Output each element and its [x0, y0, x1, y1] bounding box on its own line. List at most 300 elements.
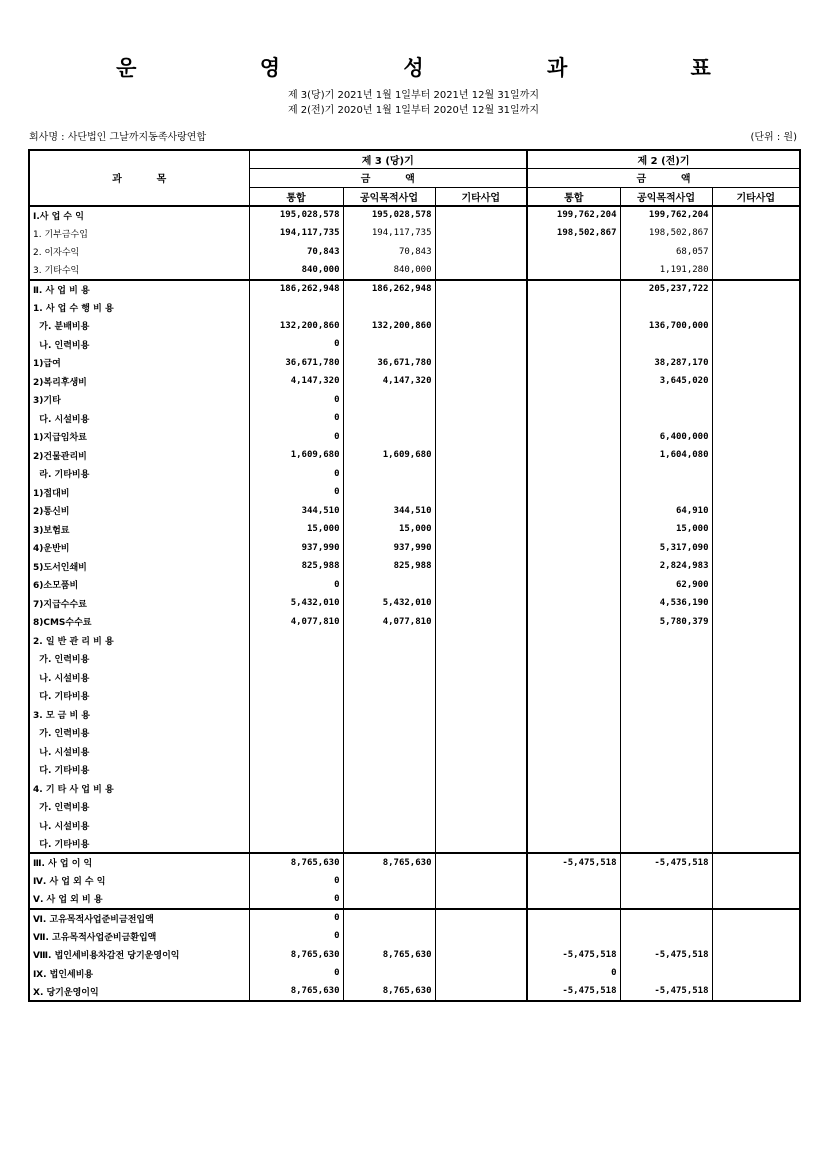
current-total-cell: 1,609,680 — [249, 446, 343, 465]
row-label: 나. 시설비용 — [29, 668, 249, 687]
current-other-cell — [435, 964, 527, 983]
prior-total-cell: -5,475,518 — [527, 853, 620, 872]
prior-total-cell — [527, 261, 620, 280]
row-label: 2. 일 반 관 리 비 용 — [29, 631, 249, 650]
row-label: Ⅵ. 고유목적사업준비금전입액 — [29, 909, 249, 928]
prior-other-cell — [712, 890, 800, 909]
current-other-cell — [435, 539, 527, 558]
table-row — [29, 983, 800, 1002]
current-public-cell: 186,262,948 — [343, 280, 435, 299]
prior-other-cell — [712, 372, 800, 391]
current-total-cell — [249, 761, 343, 780]
prior-other-cell — [712, 317, 800, 336]
row-label: 2)건물관리비 — [29, 446, 249, 465]
table-row — [29, 761, 800, 780]
current-total-cell: 0 — [249, 335, 343, 354]
prior-public-cell — [620, 631, 712, 650]
row-label: Ⅱ. 사 업 비 용 — [29, 280, 249, 299]
prior-total-cell — [527, 446, 620, 465]
current-other-cell — [435, 687, 527, 706]
current-other-cell — [435, 354, 527, 373]
current-public-cell — [343, 779, 435, 798]
current-total-cell: 132,200,860 — [249, 317, 343, 336]
current-total-cell: 195,028,578 — [249, 206, 343, 225]
current-other-cell — [435, 557, 527, 576]
prior-other-cell — [712, 872, 800, 891]
prior-period-line: 제 2(전)기 2020년 1월 1일부터 2020년 12월 31일까지 — [287, 105, 540, 116]
current-total-cell: 8,765,630 — [249, 946, 343, 965]
table-row — [29, 409, 800, 428]
prior-total-cell: 198,502,867 — [527, 224, 620, 243]
table-row — [29, 779, 800, 798]
prior-public-cell: 64,910 — [620, 502, 712, 521]
current-total-cell — [249, 668, 343, 687]
current-other-cell — [435, 520, 527, 539]
table-row — [29, 890, 800, 909]
current-total-cell: 825,988 — [249, 557, 343, 576]
table-row — [29, 872, 800, 891]
current-total-cell — [249, 705, 343, 724]
prior-public-cell: 15,000 — [620, 520, 712, 539]
prior-other-cell — [712, 946, 800, 965]
current-total-cell — [249, 687, 343, 706]
row-label: 라. 기타비용 — [29, 465, 249, 484]
header-row-period — [29, 150, 800, 169]
prior-other-cell — [712, 687, 800, 706]
prior-other-cell — [712, 483, 800, 502]
prior-total-cell — [527, 761, 620, 780]
prior-total-cell — [527, 317, 620, 336]
table-row — [29, 650, 800, 669]
current-total-cell — [249, 742, 343, 761]
prior-total-cell: -5,475,518 — [527, 983, 620, 1002]
subject-header — [29, 150, 249, 206]
current-total-cell: 8,765,630 — [249, 853, 343, 872]
row-label: 가. 분배비용 — [29, 317, 249, 336]
prior-total-header: 통합 — [527, 187, 620, 206]
current-other-cell — [435, 983, 527, 1002]
current-public-cell — [343, 761, 435, 780]
row-label: 나. 인력비용 — [29, 335, 249, 354]
current-total-cell — [249, 779, 343, 798]
prior-total-cell — [527, 335, 620, 354]
current-public-cell — [343, 816, 435, 835]
current-public-cell — [343, 890, 435, 909]
current-total-cell: 0 — [249, 964, 343, 983]
row-label: 1. 기부금수입 — [29, 224, 249, 243]
prior-total-cell — [527, 779, 620, 798]
prior-public-cell — [620, 909, 712, 928]
current-total-cell: 0 — [249, 483, 343, 502]
prior-public-cell — [620, 335, 712, 354]
row-label: 6)소모품비 — [29, 576, 249, 595]
current-public-cell: 36,671,780 — [343, 354, 435, 373]
table-row — [29, 520, 800, 539]
prior-total-cell — [527, 724, 620, 743]
prior-public-cell — [620, 927, 712, 946]
table-row — [29, 428, 800, 447]
current-public-cell — [343, 409, 435, 428]
current-other-cell — [435, 206, 527, 225]
row-label: 다. 시설비용 — [29, 409, 249, 428]
row-label: 가. 인력비용 — [29, 650, 249, 669]
prior-public-header: 공익목적사업 — [620, 187, 712, 206]
prior-public-cell: 1,191,280 — [620, 261, 712, 280]
prior-other-cell — [712, 798, 800, 817]
prior-public-cell — [620, 872, 712, 891]
prior-other-cell — [712, 280, 800, 299]
prior-public-cell — [620, 465, 712, 484]
prior-public-cell — [620, 816, 712, 835]
table-row — [29, 724, 800, 743]
current-other-cell — [435, 224, 527, 243]
table-row — [29, 317, 800, 336]
current-total-cell: 4,077,810 — [249, 613, 343, 632]
prior-other-cell — [712, 446, 800, 465]
current-other-cell — [435, 335, 527, 354]
row-label: 5)도서인쇄비 — [29, 557, 249, 576]
prior-other-cell — [712, 428, 800, 447]
table-row — [29, 964, 800, 983]
prior-total-cell: -5,475,518 — [527, 946, 620, 965]
current-other-cell — [435, 465, 527, 484]
prior-total-cell — [527, 668, 620, 687]
row-label: 가. 인력비용 — [29, 798, 249, 817]
current-period-header: 제 3 (당)기 — [249, 150, 527, 169]
current-public-cell — [343, 465, 435, 484]
prior-period-header: 제 2 (전)기 — [527, 150, 800, 169]
current-total-cell: 5,432,010 — [249, 594, 343, 613]
current-other-cell — [435, 798, 527, 817]
current-total-cell — [249, 798, 343, 817]
current-period-line: 제 3(당)기 2021년 1월 1일부터 2021년 12월 31일까지 — [287, 90, 540, 101]
prior-other-cell — [712, 520, 800, 539]
row-label: 8)CMS수수료 — [29, 613, 249, 632]
table-row — [29, 909, 800, 928]
operating-results-table — [28, 149, 801, 1002]
current-total-cell: 344,510 — [249, 502, 343, 521]
current-other-cell — [435, 742, 527, 761]
company-name: 회사명 : 사단법인 그날까지동족사랑연합 — [29, 132, 207, 143]
unit-label: (단위 : 원) — [750, 132, 797, 143]
prior-other-cell — [712, 261, 800, 280]
current-public-cell — [343, 909, 435, 928]
current-total-cell: 0 — [249, 909, 343, 928]
prior-total-cell — [527, 650, 620, 669]
current-public-cell — [343, 335, 435, 354]
prior-public-cell — [620, 779, 712, 798]
current-other-cell — [435, 927, 527, 946]
current-public-cell: 840,000 — [343, 261, 435, 280]
current-public-cell — [343, 298, 435, 317]
table-row — [29, 557, 800, 576]
prior-other-cell — [712, 927, 800, 946]
prior-other-cell — [712, 742, 800, 761]
report-title: 운 영 성 과 표 — [116, 56, 769, 80]
current-public-cell: 937,990 — [343, 539, 435, 558]
current-public-cell: 5,432,010 — [343, 594, 435, 613]
prior-public-cell — [620, 483, 712, 502]
table-row — [29, 446, 800, 465]
current-public-cell: 4,147,320 — [343, 372, 435, 391]
table-row — [29, 224, 800, 243]
table-row — [29, 835, 800, 854]
prior-total-cell: 0 — [527, 964, 620, 983]
prior-amount-text: 금 액 — [636, 174, 691, 186]
current-public-cell — [343, 687, 435, 706]
prior-other-cell — [712, 557, 800, 576]
row-label: Ⅳ. 사 업 외 수 익 — [29, 872, 249, 891]
current-total-cell: 4,147,320 — [249, 372, 343, 391]
table-row — [29, 705, 800, 724]
current-public-cell: 194,117,735 — [343, 224, 435, 243]
current-other-cell — [435, 946, 527, 965]
current-other-cell — [435, 872, 527, 891]
prior-other-cell — [712, 724, 800, 743]
current-total-cell: 194,117,735 — [249, 224, 343, 243]
prior-total-cell — [527, 465, 620, 484]
current-total-cell — [249, 631, 343, 650]
current-public-cell — [343, 391, 435, 410]
prior-total-cell — [527, 409, 620, 428]
prior-total-cell — [527, 428, 620, 447]
table-row — [29, 372, 800, 391]
row-label: 4. 기 타 사 업 비 용 — [29, 779, 249, 798]
current-public-cell — [343, 705, 435, 724]
prior-other-cell — [712, 206, 800, 225]
current-public-cell: 132,200,860 — [343, 317, 435, 336]
current-public-cell: 344,510 — [343, 502, 435, 521]
prior-other-cell — [712, 224, 800, 243]
row-label: Ⅹ. 당기운영이익 — [29, 983, 249, 1002]
prior-total-cell — [527, 298, 620, 317]
current-total-cell: 0 — [249, 409, 343, 428]
current-total-cell: 70,843 — [249, 243, 343, 262]
current-public-cell: 4,077,810 — [343, 613, 435, 632]
table-row — [29, 816, 800, 835]
prior-other-cell — [712, 243, 800, 262]
current-public-cell — [343, 927, 435, 946]
current-total-cell: 0 — [249, 890, 343, 909]
current-total-cell: 8,765,630 — [249, 983, 343, 1002]
row-label: 1)지급임차료 — [29, 428, 249, 447]
current-total-cell: 36,671,780 — [249, 354, 343, 373]
current-public-cell — [343, 835, 435, 854]
current-total-cell: 0 — [249, 927, 343, 946]
current-public-cell — [343, 964, 435, 983]
current-total-cell: 0 — [249, 465, 343, 484]
prior-other-cell — [712, 668, 800, 687]
current-total-cell: 15,000 — [249, 520, 343, 539]
row-label: Ⅷ. 법인세비용차감전 당기운영이익 — [29, 946, 249, 965]
prior-public-cell — [620, 742, 712, 761]
current-total-cell: 840,000 — [249, 261, 343, 280]
prior-total-cell — [527, 909, 620, 928]
table-row — [29, 539, 800, 558]
prior-public-cell: 1,604,080 — [620, 446, 712, 465]
prior-total-cell — [527, 835, 620, 854]
prior-total-cell — [527, 872, 620, 891]
prior-public-cell — [620, 761, 712, 780]
prior-public-cell: 3,645,020 — [620, 372, 712, 391]
current-other-cell — [435, 483, 527, 502]
current-amount-text: 금 액 — [360, 174, 415, 186]
current-public-cell — [343, 483, 435, 502]
current-other-cell — [435, 705, 527, 724]
row-label: 가. 인력비용 — [29, 724, 249, 743]
table-row — [29, 243, 800, 262]
current-public-cell — [343, 576, 435, 595]
prior-total-cell — [527, 613, 620, 632]
prior-other-cell — [712, 631, 800, 650]
current-total-cell: 186,262,948 — [249, 280, 343, 299]
current-other-cell — [435, 261, 527, 280]
prior-other-cell — [712, 298, 800, 317]
prior-total-cell — [527, 557, 620, 576]
row-label: 4)운반비 — [29, 539, 249, 558]
current-other-cell — [435, 428, 527, 447]
current-other-cell — [435, 668, 527, 687]
row-label: 2. 이자수익 — [29, 243, 249, 262]
prior-public-cell — [620, 391, 712, 410]
current-other-cell — [435, 835, 527, 854]
prior-public-cell — [620, 687, 712, 706]
current-public-cell: 70,843 — [343, 243, 435, 262]
prior-other-cell — [712, 650, 800, 669]
table-row — [29, 261, 800, 280]
current-public-cell: 15,000 — [343, 520, 435, 539]
prior-other-cell — [712, 835, 800, 854]
current-public-cell — [343, 428, 435, 447]
current-total-cell: 0 — [249, 428, 343, 447]
current-other-cell — [435, 890, 527, 909]
current-other-cell — [435, 446, 527, 465]
table-row — [29, 576, 800, 595]
current-other-cell — [435, 761, 527, 780]
current-public-cell: 195,028,578 — [343, 206, 435, 225]
table-row — [29, 298, 800, 317]
prior-other-cell — [712, 335, 800, 354]
prior-public-cell — [620, 705, 712, 724]
prior-other-cell — [712, 539, 800, 558]
prior-public-cell — [620, 668, 712, 687]
prior-public-cell: 38,287,170 — [620, 354, 712, 373]
prior-total-cell — [527, 705, 620, 724]
current-public-cell: 825,988 — [343, 557, 435, 576]
prior-public-cell: 5,780,379 — [620, 613, 712, 632]
current-total-cell: 0 — [249, 872, 343, 891]
prior-other-header: 기타사업 — [712, 187, 800, 206]
table-row — [29, 391, 800, 410]
prior-other-cell — [712, 465, 800, 484]
prior-public-cell — [620, 890, 712, 909]
table-row — [29, 927, 800, 946]
prior-public-cell: 68,057 — [620, 243, 712, 262]
current-other-cell — [435, 631, 527, 650]
prior-public-cell — [620, 409, 712, 428]
current-total-header: 통합 — [249, 187, 343, 206]
current-other-cell — [435, 853, 527, 872]
current-total-cell: 0 — [249, 576, 343, 595]
current-other-cell — [435, 816, 527, 835]
current-other-cell — [435, 594, 527, 613]
prior-public-cell — [620, 964, 712, 983]
table-row — [29, 687, 800, 706]
table-row — [29, 631, 800, 650]
prior-public-cell: 136,700,000 — [620, 317, 712, 336]
prior-total-cell — [527, 354, 620, 373]
row-label: 7)지급수수료 — [29, 594, 249, 613]
table-row — [29, 465, 800, 484]
row-label: 2)통신비 — [29, 502, 249, 521]
prior-total-cell — [527, 631, 620, 650]
prior-total-cell — [527, 927, 620, 946]
current-total-cell: 937,990 — [249, 539, 343, 558]
current-public-cell — [343, 724, 435, 743]
prior-public-cell: 205,237,722 — [620, 280, 712, 299]
prior-public-cell: -5,475,518 — [620, 853, 712, 872]
table-row — [29, 335, 800, 354]
prior-total-cell — [527, 742, 620, 761]
prior-other-cell — [712, 983, 800, 1002]
row-label: Ⅴ. 사 업 외 비 용 — [29, 890, 249, 909]
prior-other-cell — [712, 409, 800, 428]
prior-public-cell: 62,900 — [620, 576, 712, 595]
prior-other-cell — [712, 391, 800, 410]
prior-other-cell — [712, 761, 800, 780]
prior-total-cell — [527, 890, 620, 909]
prior-amount-header — [527, 169, 800, 188]
prior-total-cell — [527, 816, 620, 835]
current-public-cell: 8,765,630 — [343, 983, 435, 1002]
prior-other-cell — [712, 502, 800, 521]
current-total-cell: 0 — [249, 391, 343, 410]
prior-other-cell — [712, 779, 800, 798]
current-other-cell — [435, 909, 527, 928]
table-row — [29, 798, 800, 817]
prior-public-cell: 5,317,090 — [620, 539, 712, 558]
current-other-cell — [435, 243, 527, 262]
prior-public-cell — [620, 798, 712, 817]
current-public-cell — [343, 742, 435, 761]
current-other-cell — [435, 502, 527, 521]
prior-public-cell — [620, 835, 712, 854]
current-other-cell — [435, 372, 527, 391]
current-other-header: 기타사업 — [435, 187, 527, 206]
current-public-cell: 1,609,680 — [343, 446, 435, 465]
prior-other-cell — [712, 909, 800, 928]
current-total-cell — [249, 724, 343, 743]
table-row — [29, 206, 800, 225]
current-public-cell: 8,765,630 — [343, 853, 435, 872]
current-public-cell — [343, 872, 435, 891]
prior-other-cell — [712, 576, 800, 595]
current-other-cell — [435, 298, 527, 317]
table-row — [29, 668, 800, 687]
current-total-cell — [249, 816, 343, 835]
prior-total-cell — [527, 798, 620, 817]
current-total-cell — [249, 835, 343, 854]
row-label: 나. 시설비용 — [29, 816, 249, 835]
prior-public-cell: 6,400,000 — [620, 428, 712, 447]
table-row — [29, 594, 800, 613]
prior-total-cell — [527, 576, 620, 595]
prior-public-cell: -5,475,518 — [620, 946, 712, 965]
current-amount-header — [249, 169, 527, 188]
prior-total-cell — [527, 280, 620, 299]
prior-other-cell — [712, 594, 800, 613]
prior-public-cell: -5,475,518 — [620, 983, 712, 1002]
